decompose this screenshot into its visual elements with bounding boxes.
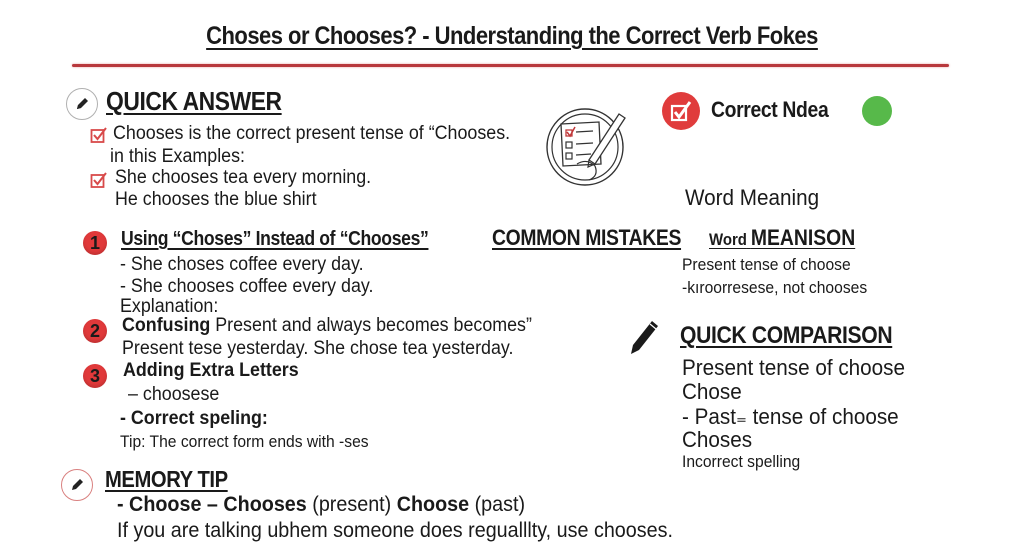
memory-tip-line: If you are talking ubhem someone does regualllty, use chooses.	[117, 519, 673, 542]
word-meaning-label: Word Meaning	[685, 185, 820, 210]
page-title: Choses or Chooses? - Understanding the Correct Verb Fokes	[206, 22, 818, 50]
mistake-title: Adding Extra Letters	[123, 360, 299, 381]
correct-idea-label: Correct Ndea	[711, 97, 829, 122]
pencil-icon	[61, 469, 93, 501]
red-checkbox-icon	[662, 92, 700, 130]
heading-big: MEANISON	[750, 225, 856, 250]
quick-answer-heading: QUICK ANSWER	[106, 86, 282, 116]
memory-normal: (past)	[469, 493, 526, 516]
mistake-line: Present tese yesterday. She chose tea yesterday.	[122, 338, 514, 359]
mistake-line: - She chooses coffee every day.	[120, 276, 374, 297]
mistake-title-bold: Confusing	[122, 315, 211, 336]
memory-bold: - Choose – Chooses	[117, 493, 307, 516]
example-sentence: She chooses tea every morning.	[115, 167, 372, 188]
checklist-pen-icon	[543, 102, 633, 197]
memory-tip-line	[117, 493, 525, 517]
number-badge: 2	[83, 319, 107, 343]
comparison-line: Present tense of choose	[682, 355, 906, 380]
memory-bold: Choose	[396, 493, 470, 516]
pencil-icon	[628, 318, 660, 361]
comparison-line: Chose	[682, 379, 742, 404]
mistake-title	[122, 315, 532, 337]
memory-tip-heading: MEMORY TIP	[105, 466, 228, 492]
example-sentence: He chooses the blue shirt	[115, 189, 317, 210]
mistake-line: - She choses coffee every day.	[120, 254, 364, 275]
number-badge: 3	[83, 364, 107, 388]
tip-text: Tip: The correct form ends with -ses	[120, 432, 369, 451]
quick-answer-line: in this Examples:	[110, 146, 246, 167]
quick-answer-line: Chooses is the correct present tense of “Chooses.	[113, 123, 511, 144]
mistake-line: – choosese	[128, 384, 220, 405]
memory-normal: (present)	[306, 493, 397, 516]
mistake-line: - Correct speling:	[120, 408, 268, 429]
checkbox-checked-icon	[90, 126, 108, 149]
meaning-line: -kıroorresese, not chooses	[682, 278, 868, 297]
status-dot-green	[862, 96, 892, 126]
comparison-line: - Past₌ tense of choose	[682, 404, 899, 429]
common-mistakes-heading: COMMON MISTAKES	[492, 225, 682, 250]
checkbox-checked-icon	[90, 171, 108, 194]
mistake-line: Explanation:	[120, 296, 219, 317]
meaning-line: Present tense of choose	[682, 255, 851, 274]
comparison-line: Choses	[682, 427, 753, 452]
number-badge: 1	[83, 231, 107, 255]
heading-small: Word	[709, 230, 747, 249]
word-meaning-heading	[709, 225, 855, 251]
mistake-title: Using “Choses” Instead of “Chooses”	[121, 228, 429, 250]
title-divider	[72, 64, 949, 67]
mistake-title-rest: Present and always becomes becomes”	[210, 315, 532, 336]
comparison-line: Incorrect spelling	[682, 452, 801, 471]
pencil-icon	[66, 88, 98, 120]
quick-comparison-heading: QUICK COMPARISON	[680, 322, 893, 349]
